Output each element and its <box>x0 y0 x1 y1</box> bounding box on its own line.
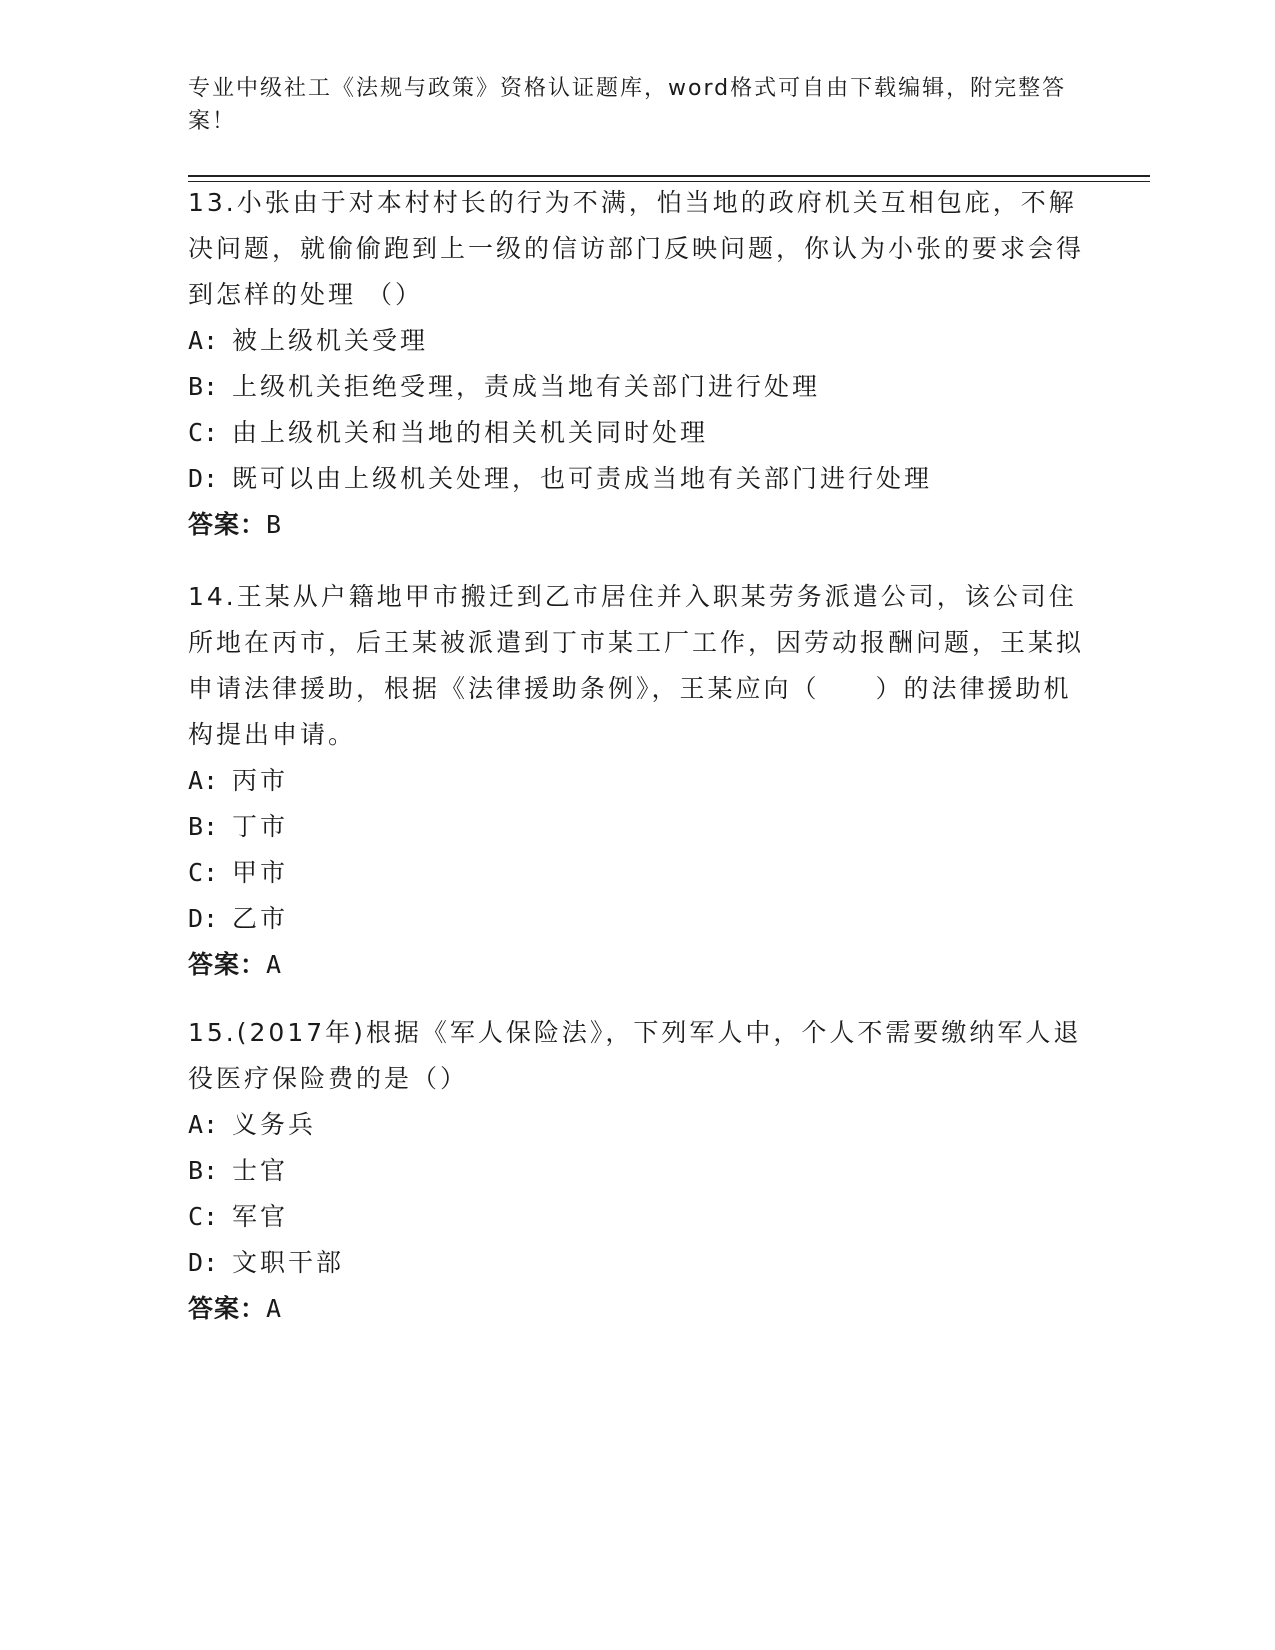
answer-line <box>188 1286 1088 1332</box>
answer-label: 答案： <box>188 510 267 539</box>
document-header: 专业中级社工《法规与政策》资格认证题库，word格式可自由下载编辑，附完整答案！ <box>188 76 1067 134</box>
option-key: C: <box>188 1202 219 1231</box>
answer-label: 答案： <box>188 950 267 979</box>
option-key: D: <box>188 904 219 933</box>
question-15 <box>188 1010 1088 1332</box>
option-key: C: <box>188 858 219 887</box>
option-key: D: <box>188 1248 219 1277</box>
option-text: 被上级机关受理 <box>232 326 429 355</box>
option-c <box>188 850 1088 896</box>
question-13 <box>188 180 1088 548</box>
option-d <box>188 896 1088 942</box>
answer-value: A <box>266 1294 283 1323</box>
answer-value: A <box>266 950 283 979</box>
option-key: B: <box>188 372 219 401</box>
option-text: 既可以由上级机关处理，也可责成当地有关部门进行处理 <box>232 464 933 493</box>
answer-line <box>188 942 1088 988</box>
option-d <box>188 456 1088 502</box>
option-key: D: <box>188 464 219 493</box>
option-key: B: <box>188 812 219 841</box>
question-stem: 13.小张由于对本村村长的行为不满，怕当地的政府机关互相包庇，不解决问题，就偷偷跑到上一级的信访部门反映问题，你认为小张的要求会得到怎样的处理 （） <box>188 188 1085 309</box>
option-a <box>188 758 1088 804</box>
option-b <box>188 804 1088 850</box>
question-14 <box>188 574 1088 988</box>
option-a <box>188 318 1088 364</box>
answer-line <box>188 502 1088 548</box>
answer-label: 答案： <box>188 1294 267 1323</box>
option-key: A: <box>188 766 219 795</box>
option-key: A: <box>188 326 219 355</box>
option-text: 乙市 <box>232 904 289 933</box>
option-b <box>188 364 1088 410</box>
option-text: 丙市 <box>232 766 289 795</box>
question-stem: 14.王某从户籍地甲市搬迁到乙市居住并入职某劳务派遣公司，该公司住所地在丙市，后王某被派遣到丁市某工厂工作，因劳动报酬问题，王某拟申请法律援助，根据《法律援助条例》，王某应向（ ）的法律援助机构提出申请。 <box>188 582 1085 749</box>
option-d <box>188 1240 1088 1286</box>
option-c <box>188 1194 1088 1240</box>
question-stem: 15.(2017年)根据《军人保险法》，下列军人中，个人不需要缴纳军人退役医疗保险费的是（） <box>188 1018 1082 1093</box>
header-divider-thick <box>188 175 1150 177</box>
option-text: 丁市 <box>232 812 289 841</box>
option-text: 甲市 <box>232 858 289 887</box>
option-key: C: <box>188 418 219 447</box>
option-text: 士官 <box>232 1156 289 1185</box>
option-key: A: <box>188 1110 219 1139</box>
option-text: 上级机关拒绝受理，责成当地有关部门进行处理 <box>232 372 821 401</box>
option-text: 军官 <box>232 1202 289 1231</box>
option-key: B: <box>188 1156 219 1185</box>
answer-value: B <box>266 510 283 539</box>
option-text: 文职干部 <box>232 1248 345 1277</box>
option-a <box>188 1102 1088 1148</box>
option-c <box>188 410 1088 456</box>
option-text: 由上级机关和当地的相关机关同时处理 <box>232 418 709 447</box>
option-b <box>188 1148 1088 1194</box>
option-text: 义务兵 <box>232 1110 317 1139</box>
